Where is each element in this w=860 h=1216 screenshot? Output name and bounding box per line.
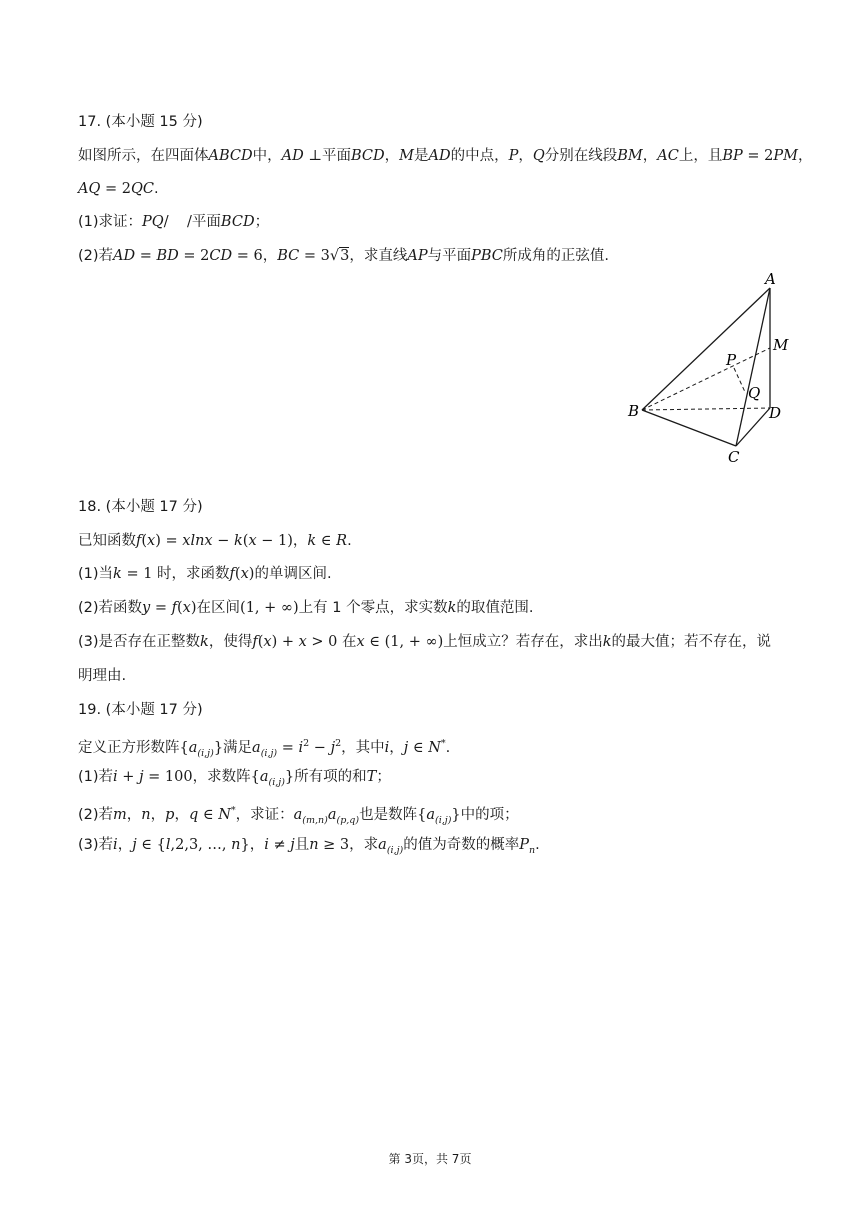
label-b: B — [628, 402, 640, 420]
q17-part1: (1)求证：PQ/ /平面BCD； — [78, 214, 270, 230]
label-q: Q — [748, 384, 761, 402]
edge-bc — [642, 410, 736, 446]
q18-part2: (2)若函数y = f(x)在区间(1, + ∞)上有 1 个零点，求实数k的取值范围. — [78, 600, 534, 616]
q18-part3-line2: 明理由. — [78, 668, 127, 684]
q19-part2: (2)若m，n，p，q ∈ N*，求证：$a_{(m,n)}a_{(p,q)}$也是数阵$\{a_{(i,j)}\}$中的项； — [78, 805, 519, 826]
q17-stem-line2: AQ = 2QC. — [78, 181, 159, 197]
label-p: P — [726, 351, 737, 369]
q18-header: 18. (本小题 17 分) — [78, 499, 203, 515]
tetrahedron-figure — [620, 266, 800, 466]
label-d: D — [769, 404, 782, 422]
edge-bd-hidden — [642, 408, 770, 410]
q19-part3: (3)若i，j ∈ {l,2,3, …, n}，i ≠ j且n ≥ 3，求$a_{(i,j)}$的值为奇数的概率$P_n$. — [78, 837, 540, 856]
q18-part3-line1: (3)是否存在正整数k，使得f(x) + x > 0 在x ∈ (1, + ∞)上恒成立？若存在，求出k的最大值；若不存在，说 — [78, 634, 772, 650]
q17-header: 17. (本小题 15 分) — [78, 114, 203, 130]
q19-part1: (1)若i + j = 100，求数阵$\{a_{(i,j)}\}$所有项的和T； — [78, 769, 391, 788]
q18-stem: 已知函数f(x) = xlnx − k(x − 1)，k ∈ R. — [78, 533, 352, 549]
edge-cd — [736, 408, 770, 446]
page-footer: 第 3页，共 7页 — [388, 1152, 472, 1166]
q18-part1: (1)当k = 1 时，求函数f(x)的单调区间. — [78, 566, 332, 582]
q19-header: 19. (本小题 17 分) — [78, 702, 203, 718]
edge-ac — [736, 288, 770, 446]
label-a: A — [765, 270, 776, 288]
label-c: C — [728, 448, 740, 466]
q17-part2: (2)若AD = BD = 2CD = 6，BC = 3√3，求直线AP与平面PBC所成角的正弦值. — [78, 248, 609, 264]
label-m: M — [773, 336, 789, 354]
q17-stem-line1: 如图所示，在四面体ABCD中，AD ⊥平面BCD，M是AD的中点，P，Q分别在线段BM，AC上，且BP = 2PM， — [78, 148, 813, 164]
segment-pq-hidden — [734, 368, 745, 392]
q19-stem: 定义正方形数阵$\{a_{(i,j)}\}$满足$a_{(i,j)} = i^2 - j^2$，其中i，j ∈ N*. — [78, 738, 451, 759]
